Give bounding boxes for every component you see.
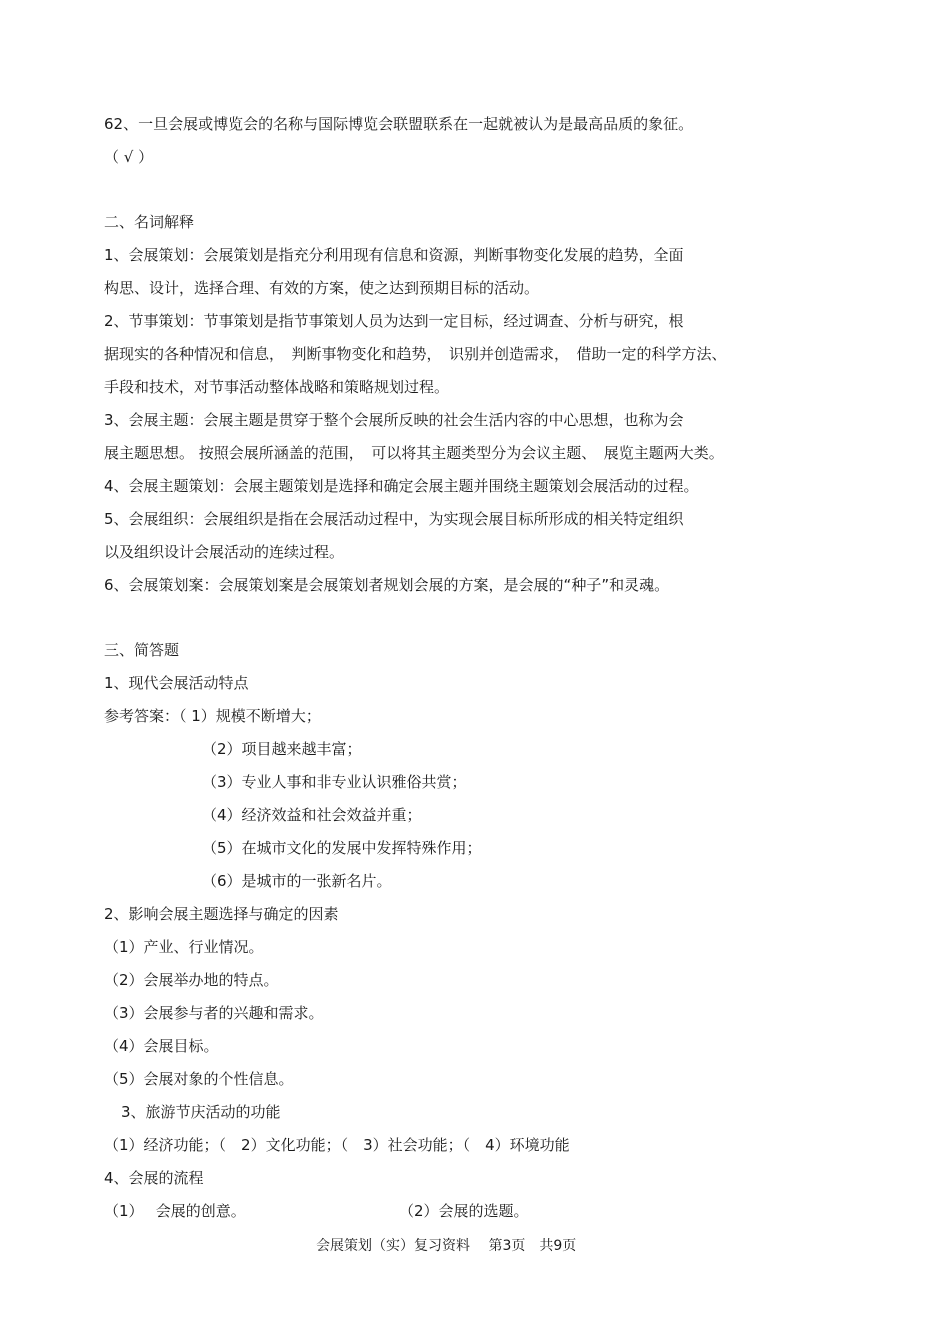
term-1-line-2: 构思、设计，选择合理、有效的方案，使之达到预期目标的活动。 [104, 279, 540, 297]
short-answer-1-title: 1、现代会展活动特点 [104, 674, 249, 692]
term-6: 6、会展策划案：会展策划案是会展策划者规划会展的方案，是会展的“种子”和灵魂。 [104, 576, 670, 594]
short-answer-4-item-2: （2）会展的选题。 [399, 1202, 529, 1220]
term-2-line-2: 据现实的各种情况和信息， 判断事物变化和趋势， 识别并创造需求， 借助一定的科学方法、 [104, 345, 727, 363]
section-3-title: 三、简答题 [104, 641, 180, 659]
term-3-line-2: 展主题思想。 按照会展所涵盖的范围， 可以将其主题类型分为会议主题、 展览主题两大类。 [104, 444, 724, 462]
term-5-line-1: 5、会展组织：会展组织是指在会展活动过程中，为实现会展目标所形成的相关特定组织 [104, 510, 684, 528]
section-2-title: 二、名词解释 [104, 213, 195, 231]
short-answer-1-item-4: （4）经济效益和社会效益并重； [202, 806, 422, 824]
short-answer-1-item-6: （6）是城市的一张新名片。 [202, 872, 392, 890]
page-footer: 会展策划（实）复习资料 第3页 共9页 [316, 1238, 577, 1254]
short-answer-2-item-1: （1）产业、行业情况。 [104, 938, 264, 956]
term-4: 4、会展主题策划：会展主题策划是选择和确定会展主题并围绕主题策划会展活动的过程。 [104, 477, 699, 495]
term-1-line-1: 1、会展策划：会展策划是指充分利用现有信息和资源，判断事物变化发展的趋势，全面 [104, 246, 684, 264]
question-62: 62、一旦会展或博览会的名称与国际博览会联盟联系在一起就被认为是最高品质的象征。 [104, 115, 694, 133]
short-answer-4-title: 4、会展的流程 [104, 1169, 204, 1187]
term-5-line-2: 以及组织设计会展活动的连续过程。 [104, 543, 345, 561]
short-answer-3-answer: （1）经济功能；（ 2）文化功能；（ 3）社会功能；（ 4）环境功能 [104, 1136, 570, 1154]
short-answer-4-item-1: （1） 会展的创意。 [104, 1202, 246, 1220]
short-answer-3-title: 3、旅游节庆活动的功能 [121, 1103, 281, 1121]
short-answer-1-item-1: 参考答案：（ 1）规模不断增大； [104, 707, 321, 725]
term-2-line-1: 2、节事策划：节事策划是指节事策划人员为达到一定目标，经过调查、分析与研究，根 [104, 312, 684, 330]
short-answer-2-item-5: （5）会展对象的个性信息。 [104, 1070, 294, 1088]
short-answer-1-item-2: （2）项目越来越丰富； [202, 740, 362, 758]
short-answer-2-item-3: （3）会展参与者的兴趣和需求。 [104, 1004, 324, 1022]
term-2-line-3: 手段和技术，对节事活动整体战略和策略规划过程。 [104, 378, 450, 396]
short-answer-1-item-3: （3）专业人事和非专业认识雅俗共赏； [202, 773, 467, 791]
question-62-answer: （ √ ） [104, 148, 154, 166]
short-answer-1-item-5: （5）在城市文化的发展中发挥特殊作用； [202, 839, 482, 857]
term-3-line-1: 3、会展主题：会展主题是贯穿于整个会展所反映的社会生活内容的中心思想，也称为会 [104, 411, 684, 429]
short-answer-2-item-4: （4）会展目标。 [104, 1037, 219, 1055]
short-answer-2-title: 2、影响会展主题选择与确定的因素 [104, 905, 339, 923]
short-answer-2-item-2: （2）会展举办地的特点。 [104, 971, 279, 989]
